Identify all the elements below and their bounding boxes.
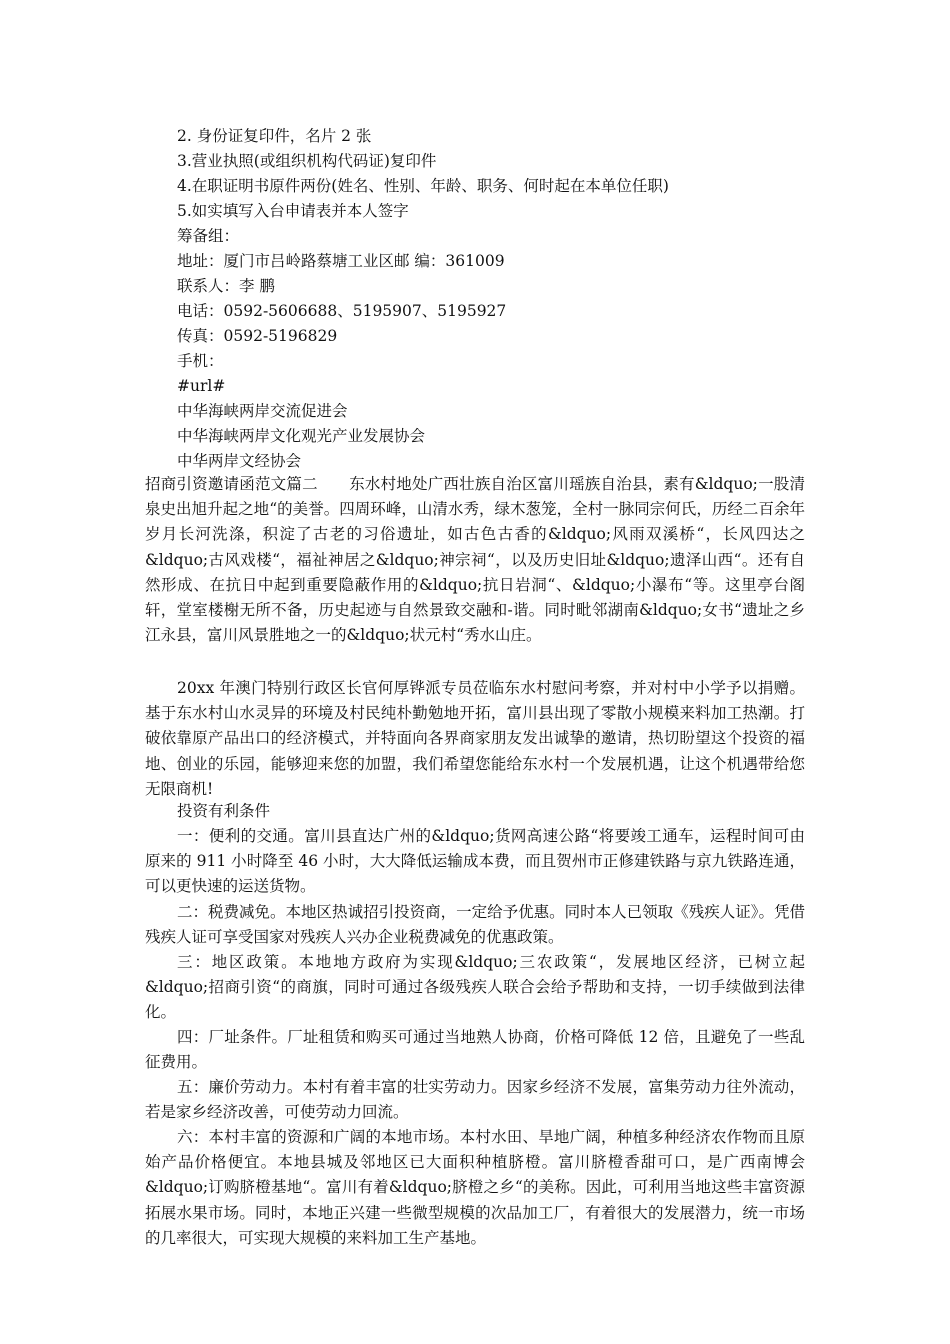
organization-line-3: 中华两岸文经协会 bbox=[177, 452, 302, 470]
visit-paragraph: 20xx 年澳门特别行政区长官何厚铧派专员莅临东水村慰问考察，并对村中小学予以捐赠。基于东水村山水灵异的环境及村民纯朴勤勉地开拓，富川县出现了零散小规模来料加工热潮。打破依靠原产品出口的经济模式，并特面向各界商家朋友发出诚挚的邀请，热切盼望这个投资的福地、创业的乐园，能够迎来您的加盟，我们希望您能给东水村一个发展机遇，让这个机遇带给您无限商机! bbox=[145, 679, 805, 798]
condition-tax: 二：税费减免。本地区热诚招引投资商，一定给予优惠。同时本人已领取《残疾人证》。凭借残疾人证可享受国家对残疾人兴办企业税费减免的优惠政策。 bbox=[145, 903, 805, 947]
contact-person-line: 联系人：李 鹏 bbox=[177, 277, 275, 295]
mobile-line: 手机： bbox=[177, 352, 224, 370]
organization-line-1: 中华海峡两岸交流促进会 bbox=[177, 402, 348, 420]
requirement-line-5: 5.如实填写入台申请表并本人签字 bbox=[177, 202, 409, 220]
requirement-line-2: 2. 身份证复印件，名片 2 张 bbox=[177, 127, 372, 145]
organizer-heading: 筹备组： bbox=[177, 227, 240, 245]
requirement-line-3: 3.营业执照(或组织机构代码证)复印件 bbox=[177, 152, 437, 170]
condition-labor: 五：廉价劳动力。本村有着丰富的壮实劳动力。因家乡经济不发展，富集劳动力往外流动，若是家乡经济改善，可使劳动力回流。 bbox=[145, 1078, 805, 1122]
url-line: #url# bbox=[177, 377, 226, 395]
section-heading: 投资有利条件 bbox=[177, 802, 271, 820]
phone-line: 电话：0592-5606688、5195907、5195927 bbox=[177, 302, 507, 320]
requirement-line-4: 4.在职证明书原件两份(姓名、性别、年龄、职务、何时起在本单位任职) bbox=[177, 177, 669, 195]
fax-line: 传真：0592-5196829 bbox=[177, 327, 338, 345]
condition-resources: 六：本村丰富的资源和广阔的本地市场。本村水田、旱地广阔，种植多种经济农作物而且原始产品价格便宜。本地县城及邻地区已大面积种植脐橙。富川脐橙香甜可口，是广西南博会&ldquo;订购脐橙基地“。富川有着&ldquo;脐橙之乡“的美称。因此，可利用当地这些丰富资源拓展水果市场。同时，本地正兴建一些微型规模的次品加工厂，有着很大的发展潜力，统一市场的几率很大，可实现大规模的来料加工生产基地。 bbox=[145, 1128, 805, 1247]
condition-site: 四：厂址条件。厂址租赁和购买可通过当地熟人协商，价格可降低 12 倍，且避免了一些乱征费用。 bbox=[145, 1028, 805, 1072]
organization-line-2: 中华海峡两岸文化观光产业发展协会 bbox=[177, 427, 426, 445]
intro-paragraph: 招商引资邀请函范文篇二 东水村地处广西壮族自治区富川瑶族自治县，素有&ldquo;一股清泉史出旭升起之地“的美誉。四周环峰，山清水秀，绿木葱笼，全村一脉同宗何氏，历经二百余年岁月长河洗涤，积淀了古老的习俗遗址，如古色古香的&ldquo;风雨双溪桥“，长风四达之&ldquo;古风戏楼“，福祉神居之&ldquo;神宗祠“，以及历史旧址&ldquo;遗泽山西“。还有自然形成、在抗日中起到重要隐蔽作用的&ldquo;抗日岩洞“、&ldquo;小瀑布“等。这里亭台阁轩，堂室楼榭无所不备，历史起迹与自然景致交融和-谐。同时毗邻湖南&ldquo;女书“遗址之乡江永县，富川风景胜地之一的&ldquo;状元村“秀水山庄。 bbox=[145, 475, 805, 645]
condition-policy: 三：地区政策。本地地方政府为实现&ldquo;三农政策“，发展地区经济，已树立起&ldquo;招商引资“的商旗，同时可通过各级残疾人联合会给予帮助和支持，一切手续做到法律化。 bbox=[145, 953, 805, 1022]
address-line: 地址：厦门市吕岭路蔡塘工业区邮 编：361009 bbox=[177, 252, 505, 270]
condition-transport: 一：便利的交通。富川县直达广州的&ldquo;货网高速公路“将要竣工通车，运程时间可由原来的 911 小时降至 46 小时，大大降低运输成本费，而且贺州市正修建铁路与京九铁路连通，可以更快速的运送货物。 bbox=[145, 827, 805, 896]
